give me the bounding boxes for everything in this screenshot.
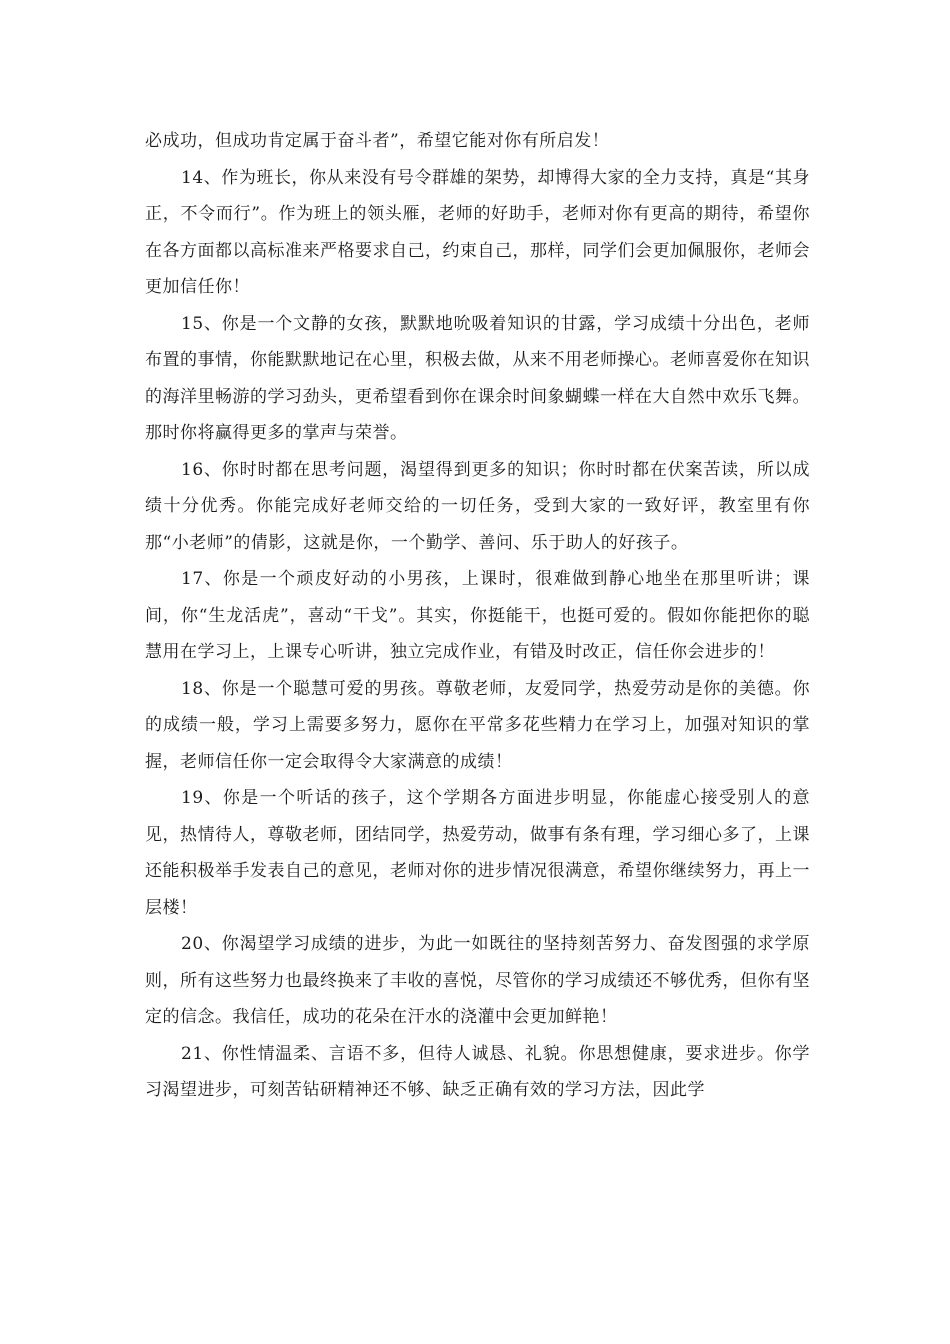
paragraph-18: 18、你是一个聪慧可爱的男孩。尊敬老师，友爱同学，热爱劳动是你的美德。你的成绩一般，学习上需要多努力，愿你在平常多花些精力在学习上，加强对知识的掌握，老师信任你一定会取得令大家满意的成绩！ [145,678,810,772]
paragraph-20: 20、你渴望学习成绩的进步，为此一如既往的坚持刻苦努力、奋发图强的求学原则，所有这些努力也最终换来了丰收的喜悦，尽管你的学习成绩还不够优秀，但你有坚定的信念。我信任，成功的花朵在汗水的浇灌中会更加鲜艳！ [145,934,810,1027]
paragraph-19: 19、你是一个听话的孩子，这个学期各方面进步明显，你能虚心接受别人的意见，热情待人，尊敬老师，团结同学，热爱劳动，做事有条有理，学习细心多了，上课还能积极举手发表自己的意见，老师对你的进步情况很满意，希望你继续努力，再上一层楼！ [145,788,810,918]
paragraph-15: 15、你是一个文静的女孩，默默地吮吸着知识的甘露，学习成绩十分出色，老师布置的事情，你能默默地记在心里，积极去做，从来不用老师操心。老师喜爱你在知识的海洋里畅游的学习劲头，更希望看到你在课余时间象蝴蝶一样在大自然中欢乐飞舞。那时你将赢得更多的掌声与荣誉。 [145,313,810,443]
paragraph-21: 21、你性情温柔、言语不多，但待人诚恳、礼貌。你思想健康，要求进步。你学习渴望进步，可刻苦钻研精神还不够、缺乏正确有效的学习方法，因此学 [145,1043,810,1100]
paragraph-14: 14、作为班长，你从来没有号令群雄的架势，却博得大家的全力支持，真是“其身正，不令而行”。作为班上的领头雁，老师的好助手，老师对你有更高的期待，希望你在各方面都以高标准来严格要求自己，约束自己，那样，同学们会更加佩服你，老师会更加信任你！ [145,167,810,297]
paragraph-continuation: 必成功，但成功肯定属于奋斗者”，希望它能对你有所启发！ [145,131,610,151]
paragraph-16: 16、你时时都在思考问题，渴望得到更多的知识；你时时都在伏案苦读，所以成绩十分优秀。你能完成好老师交给的一切任务，受到大家的一致好评，教室里有你那“小老师”的倩影，这就是你，一个勤学、善问、乐于助人的好孩子。 [145,459,810,553]
paragraph-17: 17、你是一个顽皮好动的小男孩，上课时，很难做到静心地坐在那里听讲；课间，你“生龙活虎”，喜动“干戈”。其实，你挺能干，也挺可爱的。假如你能把你的聪慧用在学习上，上课专心听讲，独立完成作业，有错及时改正，信任你会进步的！ [145,569,810,662]
document-body [145,123,810,1109]
